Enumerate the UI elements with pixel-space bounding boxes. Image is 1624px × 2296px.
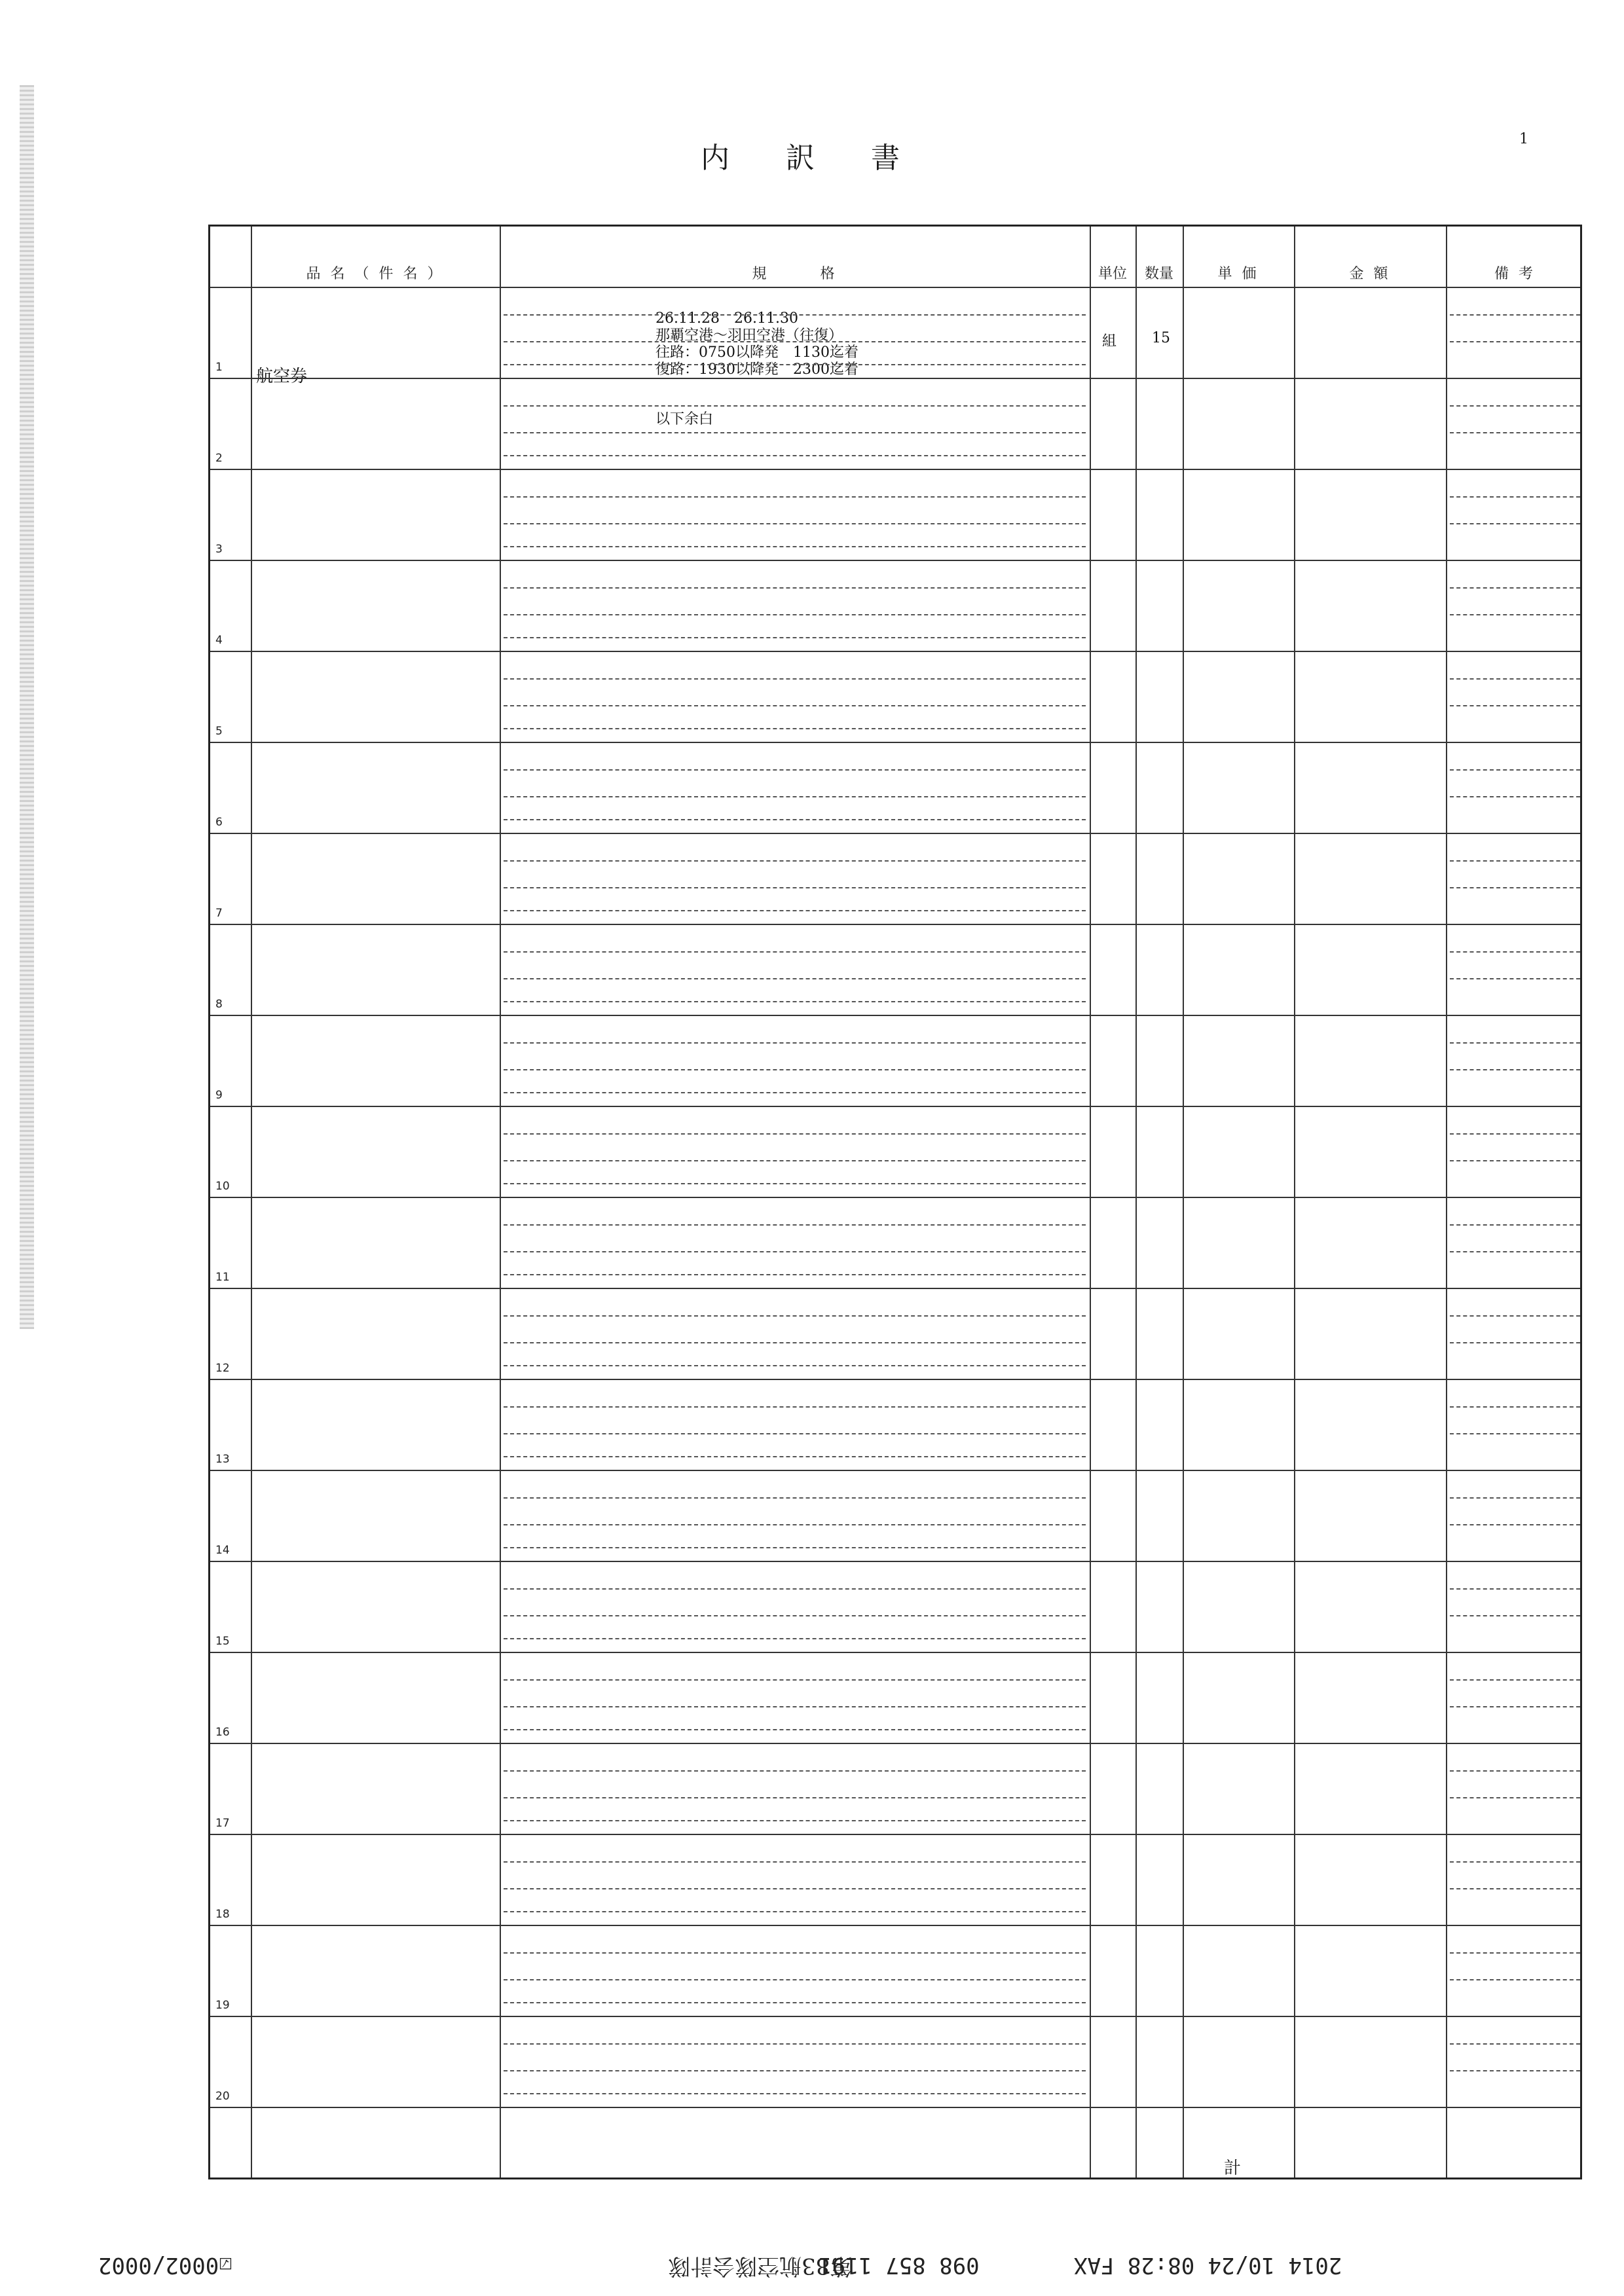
spec-guide-line bbox=[504, 1497, 1086, 1499]
spec-guide-line bbox=[504, 2093, 1086, 2094]
scan-edge-shadow bbox=[20, 85, 34, 1329]
remarks-guide-line bbox=[1450, 1315, 1580, 1317]
remarks-guide-line bbox=[1450, 341, 1580, 342]
remarks-guide-line bbox=[1450, 796, 1580, 797]
spec-guide-line bbox=[504, 614, 1086, 615]
header-unit: 単位 bbox=[1098, 266, 1127, 282]
spec-guide-line bbox=[504, 1251, 1086, 1252]
row-number: 8 bbox=[215, 998, 223, 1011]
row-number: 7 bbox=[215, 907, 223, 920]
spec-guide-line bbox=[504, 1820, 1086, 1821]
spec-guide-line bbox=[504, 1365, 1086, 1366]
spec-guide-line bbox=[504, 910, 1086, 911]
spec-guide-line bbox=[504, 432, 1086, 433]
spec-guide-line bbox=[504, 1615, 1086, 1616]
spec-guide-line bbox=[504, 1770, 1086, 1772]
row-rule bbox=[210, 1015, 1580, 1016]
remarks-guide-line bbox=[1450, 1160, 1580, 1161]
remarks-guide-line bbox=[1450, 678, 1580, 680]
remarks-guide-line bbox=[1450, 1861, 1580, 1863]
row-rule bbox=[210, 1106, 1580, 1107]
remarks-guide-line bbox=[1450, 1251, 1580, 1252]
remarks-guide-line bbox=[1450, 1342, 1580, 1343]
col-divider-qty bbox=[1183, 227, 1184, 2178]
row1-spec-line-2: 那覇空港～羽田空港（往復） bbox=[655, 327, 843, 344]
spec-guide-line bbox=[504, 1406, 1086, 1408]
spec-guide-line bbox=[504, 587, 1086, 589]
remarks-guide-line bbox=[1450, 614, 1580, 615]
col-divider-unit bbox=[1135, 227, 1137, 2178]
spec-guide-line bbox=[504, 1638, 1086, 1639]
row-rule bbox=[210, 1379, 1580, 1380]
spec-guide-line bbox=[504, 1183, 1086, 1184]
row-rule bbox=[210, 2107, 1580, 2108]
document-title: 内 訳 書 bbox=[701, 141, 923, 175]
remarks-guide-line bbox=[1450, 1888, 1580, 1889]
remarks-guide-line bbox=[1450, 1497, 1580, 1499]
row-number: 15 bbox=[215, 1635, 230, 1648]
row1-spec-line-3: 往路：0750以降発 1130迄着 bbox=[655, 344, 858, 361]
remarks-guide-line bbox=[1450, 860, 1580, 862]
row-number: 12 bbox=[215, 1362, 230, 1375]
remarks-guide-line bbox=[1450, 1042, 1580, 1044]
spec-guide-line bbox=[504, 2070, 1086, 2071]
spec-guide-line bbox=[504, 1456, 1086, 1457]
spec-guide-line bbox=[504, 1547, 1086, 1548]
header-remarks: 備 考 bbox=[1494, 266, 1536, 282]
spec-guide-line bbox=[504, 1160, 1086, 1161]
spec-guide-line bbox=[504, 1433, 1086, 1434]
col-divider-unit-price bbox=[1294, 227, 1295, 2178]
spec-guide-line bbox=[504, 1315, 1086, 1317]
row-number: 5 bbox=[215, 725, 223, 738]
spec-guide-line bbox=[504, 1979, 1086, 1980]
col-divider-item bbox=[500, 227, 501, 2178]
remarks-guide-line bbox=[1450, 951, 1580, 953]
remarks-guide-line bbox=[1450, 1770, 1580, 1772]
spec-guide-line bbox=[504, 1911, 1086, 1912]
spec-guide-line bbox=[504, 1524, 1086, 1525]
remarks-guide-line bbox=[1450, 405, 1580, 407]
spec-guide-line bbox=[504, 2043, 1086, 2045]
spec-guide-line bbox=[504, 705, 1086, 706]
spec-guide-line bbox=[504, 769, 1086, 771]
row-number: 3 bbox=[215, 543, 223, 556]
spec-guide-line bbox=[504, 1888, 1086, 1889]
row-number: 19 bbox=[215, 1999, 230, 2012]
row-rule bbox=[210, 833, 1580, 834]
row-rule bbox=[210, 378, 1580, 379]
row-number: 2 bbox=[215, 452, 223, 465]
row-number: 6 bbox=[215, 816, 223, 829]
remarks-guide-line bbox=[1450, 314, 1580, 316]
header-quantity: 数量 bbox=[1144, 266, 1173, 282]
remarks-guide-line bbox=[1450, 1979, 1580, 1980]
remarks-guide-line bbox=[1450, 1679, 1580, 1681]
spec-guide-line bbox=[504, 1042, 1086, 1044]
spec-guide-line bbox=[504, 341, 1086, 342]
row1-spec-line-1: 26.11.28 26.11.30 bbox=[655, 310, 798, 327]
row-rule bbox=[210, 651, 1580, 652]
spec-guide-line bbox=[504, 819, 1086, 820]
row-number: 10 bbox=[215, 1180, 230, 1193]
row1-spec-line-4: 復路：1930以降発 2300迄着 bbox=[655, 361, 858, 378]
col-divider-rownum bbox=[251, 227, 252, 2178]
spec-guide-line bbox=[504, 728, 1086, 729]
row1-quantity: 15 bbox=[1152, 330, 1170, 346]
remarks-guide-line bbox=[1450, 1615, 1580, 1616]
remarks-guide-line bbox=[1450, 2043, 1580, 2045]
spec-guide-line bbox=[504, 637, 1086, 638]
row-rule bbox=[210, 469, 1580, 470]
fax-header-timestamp: 2014 10/24 08:28 FAX bbox=[1074, 2252, 1342, 2278]
row-rule bbox=[210, 1652, 1580, 1653]
remarks-guide-line bbox=[1450, 1797, 1580, 1798]
row-number: 9 bbox=[215, 1089, 223, 1102]
row1-item-name: 航空券 bbox=[256, 367, 308, 386]
spec-guide-line bbox=[504, 496, 1086, 498]
row-number: 13 bbox=[215, 1453, 230, 1466]
row-rule bbox=[210, 2016, 1580, 2017]
row-rule bbox=[210, 1470, 1580, 1471]
spec-guide-line bbox=[504, 1588, 1086, 1590]
spec-guide-line bbox=[504, 455, 1086, 456]
remarks-guide-line bbox=[1450, 1952, 1580, 1954]
remarks-guide-line bbox=[1450, 1406, 1580, 1408]
spec-guide-line bbox=[504, 887, 1086, 888]
fax-header-pages: ☑0002/0002 bbox=[98, 2252, 232, 2278]
fax-header-sender: 第83航空隊会計隊 bbox=[668, 2253, 853, 2279]
remarks-guide-line bbox=[1450, 523, 1580, 524]
row-rule bbox=[210, 1925, 1580, 1926]
spec-guide-line bbox=[504, 1001, 1086, 1002]
row-number: 14 bbox=[215, 1544, 230, 1557]
remarks-guide-line bbox=[1450, 1524, 1580, 1525]
header-bottom-rule bbox=[210, 287, 1580, 288]
row1-unit: 組 bbox=[1102, 333, 1117, 350]
spec-guide-line bbox=[504, 314, 1086, 316]
total-label: 計 bbox=[1224, 2159, 1242, 2178]
spec-guide-line bbox=[504, 796, 1086, 797]
remarks-guide-line bbox=[1450, 978, 1580, 979]
remarks-guide-line bbox=[1450, 887, 1580, 888]
remarks-guide-line bbox=[1450, 1433, 1580, 1434]
remarks-guide-line bbox=[1450, 769, 1580, 771]
spec-guide-line bbox=[504, 1092, 1086, 1093]
remarks-guide-line bbox=[1450, 587, 1580, 589]
remarks-guide-line bbox=[1450, 705, 1580, 706]
row-number: 18 bbox=[215, 1908, 230, 1921]
spec-guide-line bbox=[504, 523, 1086, 524]
remarks-guide-line bbox=[1450, 432, 1580, 433]
header-item-name: 品 名 （ 件 名 ） bbox=[306, 266, 445, 282]
col-divider-amount bbox=[1446, 227, 1447, 2178]
spec-guide-line bbox=[504, 364, 1086, 365]
row-rule bbox=[210, 1197, 1580, 1198]
row-number: 11 bbox=[215, 1271, 230, 1284]
spec-guide-line bbox=[504, 2002, 1086, 2003]
row-rule bbox=[210, 1743, 1580, 1744]
spec-guide-line bbox=[504, 1679, 1086, 1681]
row-rule bbox=[210, 1834, 1580, 1835]
spec-guide-line bbox=[504, 1133, 1086, 1135]
header-unit-price: 単 価 bbox=[1217, 266, 1259, 282]
spec-guide-line bbox=[504, 1861, 1086, 1863]
spec-guide-line bbox=[504, 1069, 1086, 1070]
spec-guide-line bbox=[504, 860, 1086, 862]
fax-header-phone: 098 857 1191 bbox=[819, 2252, 980, 2278]
row-number: 1 bbox=[215, 361, 223, 374]
row-number: 17 bbox=[215, 1817, 230, 1830]
header-spec: 規 格 bbox=[752, 266, 838, 282]
spec-guide-line bbox=[504, 1952, 1086, 1954]
spec-guide-line bbox=[504, 546, 1086, 547]
row-rule bbox=[210, 560, 1580, 561]
spec-guide-line bbox=[504, 1274, 1086, 1275]
page-number: 1 bbox=[1519, 131, 1528, 147]
remarks-guide-line bbox=[1450, 1224, 1580, 1226]
remarks-guide-line bbox=[1450, 1069, 1580, 1070]
spec-guide-line bbox=[504, 405, 1086, 407]
remarks-guide-line bbox=[1450, 1133, 1580, 1135]
header-amount: 金 額 bbox=[1349, 266, 1391, 282]
spec-guide-line bbox=[504, 1224, 1086, 1226]
spec-guide-line bbox=[504, 951, 1086, 953]
row-rule bbox=[210, 742, 1580, 743]
row2-spec-note: 以下余白 bbox=[655, 411, 714, 428]
remarks-guide-line bbox=[1450, 2070, 1580, 2071]
row-rule bbox=[210, 1561, 1580, 1562]
row-rule bbox=[210, 924, 1580, 925]
row-number: 16 bbox=[215, 1726, 230, 1739]
spec-guide-line bbox=[504, 978, 1086, 979]
row-number: 4 bbox=[215, 634, 223, 647]
breakdown-table bbox=[208, 225, 1582, 2179]
remarks-guide-line bbox=[1450, 496, 1580, 498]
remarks-guide-line bbox=[1450, 1706, 1580, 1707]
spec-guide-line bbox=[504, 1797, 1086, 1798]
col-divider-spec bbox=[1090, 227, 1091, 2178]
spec-guide-line bbox=[504, 678, 1086, 680]
spec-guide-line bbox=[504, 1729, 1086, 1730]
row-number: 20 bbox=[215, 2090, 230, 2103]
spec-guide-line bbox=[504, 1706, 1086, 1707]
row-rule bbox=[210, 1288, 1580, 1289]
spec-guide-line bbox=[504, 1342, 1086, 1343]
remarks-guide-line bbox=[1450, 1588, 1580, 1590]
